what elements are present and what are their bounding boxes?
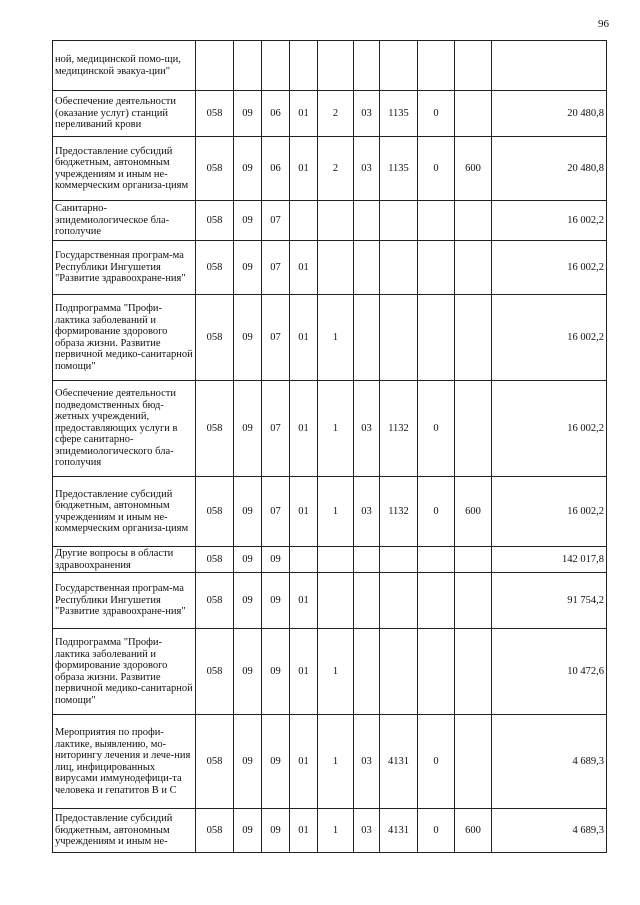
code-cell: [318, 241, 354, 295]
code-cell: 0: [418, 91, 455, 137]
row-name-cell: Мероприятия по профи-лактике, выявлению, мо-ниторингу лечения и лече-ния лиц, инфицированных вирусами иммунодефици-та человека и гепатитов B и C: [53, 715, 196, 809]
row-name-cell: Предоставление субсидий бюджетным, автономным учреждениям и иным не-коммерческим организа-циям: [53, 137, 196, 201]
table-row: [53, 91, 607, 137]
code-cell: 09: [262, 715, 290, 809]
table-row: [53, 547, 607, 573]
code-cell: [418, 573, 455, 629]
code-cell: [318, 573, 354, 629]
code-cell: 09: [234, 629, 262, 715]
code-cell: 1: [318, 295, 354, 381]
code-cell: 09: [262, 809, 290, 853]
code-cell: 1132: [380, 381, 418, 477]
code-cell: [318, 201, 354, 241]
amount-cell: 20 480,8: [492, 91, 607, 137]
code-cell: [354, 295, 380, 381]
code-cell: [418, 241, 455, 295]
code-cell: [418, 629, 455, 715]
amount-cell: [492, 41, 607, 91]
code-cell: 058: [196, 715, 234, 809]
code-cell: [380, 629, 418, 715]
code-cell: [380, 41, 418, 91]
row-name-cell: Санитарно-эпидемиологическое бла-гополучие: [53, 201, 196, 241]
code-cell: 058: [196, 381, 234, 477]
code-cell: [380, 295, 418, 381]
code-cell: 03: [354, 477, 380, 547]
code-cell: 01: [290, 241, 318, 295]
amount-cell: 91 754,2: [492, 573, 607, 629]
row-name-cell: Предоставление субсидий бюджетным, автономным учреждениям и иным не-: [53, 809, 196, 853]
code-cell: 09: [234, 381, 262, 477]
code-cell: [354, 547, 380, 573]
code-cell: [318, 547, 354, 573]
row-name-cell: Государственная програм-ма Республики Ингушетия "Развитие здравоохране-ния": [53, 241, 196, 295]
code-cell: 01: [290, 573, 318, 629]
amount-cell: 4 689,3: [492, 715, 607, 809]
amount-cell: 16 002,2: [492, 201, 607, 241]
code-cell: [455, 715, 492, 809]
budget-table: [52, 40, 607, 853]
code-cell: 09: [234, 477, 262, 547]
code-cell: [455, 573, 492, 629]
code-cell: 0: [418, 715, 455, 809]
code-cell: 09: [234, 137, 262, 201]
amount-cell: 16 002,2: [492, 295, 607, 381]
amount-cell: 4 689,3: [492, 809, 607, 853]
amount-cell: 16 002,2: [492, 381, 607, 477]
code-cell: 0: [418, 381, 455, 477]
code-cell: 4131: [380, 809, 418, 853]
code-cell: 4131: [380, 715, 418, 809]
code-cell: 058: [196, 295, 234, 381]
row-name-cell: Подпрограмма "Профи-лактика заболеваний и формирование здорового образа жизни. Развитие первичной медико-санитарной помощи": [53, 295, 196, 381]
code-cell: 058: [196, 91, 234, 137]
table-row: [53, 201, 607, 241]
code-cell: 09: [234, 295, 262, 381]
code-cell: [262, 41, 290, 91]
code-cell: [418, 41, 455, 91]
code-cell: 03: [354, 91, 380, 137]
code-cell: 09: [234, 809, 262, 853]
code-cell: [418, 201, 455, 241]
code-cell: 03: [354, 715, 380, 809]
row-name-cell: Обеспечение деятельности подведомственных бюд-жетных учреждений, предоставляющих услуги в сфере санитарно-эпидемиологического бла-гополучия: [53, 381, 196, 477]
code-cell: [380, 547, 418, 573]
code-cell: 1: [318, 809, 354, 853]
code-cell: 058: [196, 547, 234, 573]
code-cell: 01: [290, 809, 318, 853]
code-cell: [290, 201, 318, 241]
code-cell: 01: [290, 137, 318, 201]
table-row: [53, 573, 607, 629]
code-cell: [455, 547, 492, 573]
code-cell: [380, 201, 418, 241]
code-cell: [354, 573, 380, 629]
code-cell: [318, 41, 354, 91]
code-cell: [455, 381, 492, 477]
code-cell: 01: [290, 91, 318, 137]
code-cell: 1: [318, 715, 354, 809]
code-cell: 06: [262, 137, 290, 201]
code-cell: 1: [318, 629, 354, 715]
code-cell: [455, 295, 492, 381]
code-cell: 01: [290, 381, 318, 477]
code-cell: [234, 41, 262, 91]
code-cell: 03: [354, 809, 380, 853]
code-cell: 09: [234, 547, 262, 573]
code-cell: 09: [234, 715, 262, 809]
table-row: [53, 809, 607, 853]
code-cell: [455, 241, 492, 295]
table-row: [53, 295, 607, 381]
row-name-cell: Подпрограмма "Профи-лактика заболеваний и формирование здорового образа жизни. Развитие первичной медико-санитарной помощи": [53, 629, 196, 715]
code-cell: 09: [234, 241, 262, 295]
code-cell: 0: [418, 809, 455, 853]
code-cell: 058: [196, 201, 234, 241]
table-row: [53, 241, 607, 295]
table-row: [53, 715, 607, 809]
page-number: 96: [598, 18, 609, 30]
code-cell: 0: [418, 477, 455, 547]
code-cell: 2: [318, 91, 354, 137]
code-cell: [290, 547, 318, 573]
amount-cell: 142 017,8: [492, 547, 607, 573]
code-cell: 07: [262, 381, 290, 477]
amount-cell: 10 472,6: [492, 629, 607, 715]
code-cell: [418, 295, 455, 381]
row-name-cell: Предоставление субсидий бюджетным, автономным учреждениям и иным не-коммерческим организа-циям: [53, 477, 196, 547]
code-cell: 1135: [380, 91, 418, 137]
code-cell: [380, 241, 418, 295]
code-cell: 058: [196, 629, 234, 715]
row-name-cell: Другие вопросы в области здравоохранения: [53, 547, 196, 573]
code-cell: 058: [196, 573, 234, 629]
table-row: [53, 41, 607, 91]
row-name-cell: Государственная програм-ма Республики Ингушетия "Развитие здравоохране-ния": [53, 573, 196, 629]
code-cell: 07: [262, 241, 290, 295]
code-cell: [354, 201, 380, 241]
code-cell: 09: [262, 547, 290, 573]
code-cell: 01: [290, 477, 318, 547]
code-cell: 06: [262, 91, 290, 137]
code-cell: 1135: [380, 137, 418, 201]
code-cell: [418, 547, 455, 573]
amount-cell: 16 002,2: [492, 241, 607, 295]
code-cell: [455, 201, 492, 241]
code-cell: [354, 629, 380, 715]
code-cell: 058: [196, 137, 234, 201]
code-cell: [455, 629, 492, 715]
code-cell: 09: [234, 573, 262, 629]
code-cell: 01: [290, 295, 318, 381]
row-name-cell: ной, медицинской помо-щи, медицинской эвакуа-ции": [53, 41, 196, 91]
code-cell: 1: [318, 477, 354, 547]
code-cell: 09: [262, 573, 290, 629]
code-cell: 2: [318, 137, 354, 201]
code-cell: 01: [290, 629, 318, 715]
code-cell: [455, 91, 492, 137]
code-cell: 1132: [380, 477, 418, 547]
table-row: [53, 629, 607, 715]
amount-cell: 16 002,2: [492, 477, 607, 547]
code-cell: 09: [262, 629, 290, 715]
code-cell: [290, 41, 318, 91]
code-cell: 058: [196, 241, 234, 295]
row-name-cell: Обеспечение деятельности (оказание услуг) станций переливаний крови: [53, 91, 196, 137]
code-cell: 09: [234, 91, 262, 137]
table-row: [53, 477, 607, 547]
code-cell: [354, 41, 380, 91]
code-cell: 07: [262, 295, 290, 381]
code-cell: 600: [455, 809, 492, 853]
code-cell: [455, 41, 492, 91]
code-cell: 03: [354, 381, 380, 477]
code-cell: 0: [418, 137, 455, 201]
code-cell: 600: [455, 137, 492, 201]
code-cell: 03: [354, 137, 380, 201]
code-cell: 09: [234, 201, 262, 241]
code-cell: 07: [262, 477, 290, 547]
code-cell: 058: [196, 809, 234, 853]
code-cell: 07: [262, 201, 290, 241]
code-cell: 1: [318, 381, 354, 477]
code-cell: 058: [196, 477, 234, 547]
table-row: [53, 381, 607, 477]
amount-cell: 20 480,8: [492, 137, 607, 201]
code-cell: [380, 573, 418, 629]
code-cell: [354, 241, 380, 295]
table-row: [53, 137, 607, 201]
code-cell: 600: [455, 477, 492, 547]
code-cell: 01: [290, 715, 318, 809]
code-cell: [196, 41, 234, 91]
